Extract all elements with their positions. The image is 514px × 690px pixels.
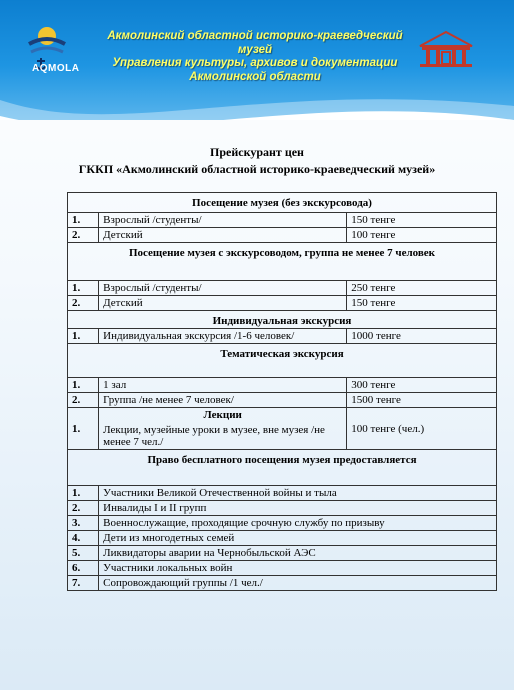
section-title: Тематическая экскурсия xyxy=(68,344,497,378)
row-name: Инвалиды I и II групп xyxy=(99,501,497,516)
row-number: 2. xyxy=(68,228,99,243)
museum-building-icon xyxy=(414,28,478,76)
section-header xyxy=(68,311,497,329)
table-row xyxy=(68,213,497,228)
header-line3: Акмолинской области xyxy=(189,70,321,83)
aqmola-label: AQMOLA xyxy=(32,63,80,74)
row-number: 1. xyxy=(68,378,99,393)
header-text xyxy=(96,30,414,84)
row-name: Лекции, музейные уроки в музее, вне музея /не менее 7 чел./ xyxy=(103,424,325,448)
section-title: Право бесплатного посещения музея предоставляется xyxy=(68,450,497,486)
free-list-item xyxy=(68,576,497,591)
row-number: 4. xyxy=(68,531,99,546)
row-number: 6. xyxy=(68,561,99,576)
row-number: 5. xyxy=(68,546,99,561)
row-name: Взрослый /студенты/ xyxy=(99,213,347,228)
table-row xyxy=(68,393,497,408)
row-name: Участники Великой Отечественной войны и тыла xyxy=(99,486,497,501)
row-number: 1. xyxy=(68,329,99,344)
section-header xyxy=(68,344,497,378)
row-number: 1. xyxy=(68,408,99,450)
row-price: 150 тенге xyxy=(347,296,497,311)
table-row xyxy=(68,228,497,243)
row-name: Детский xyxy=(99,296,347,311)
row-name: Сопровождающий группы /1 чел./ xyxy=(99,576,497,591)
title-line2: ГККП «Акмолинский областной историко-краеведческий музей» xyxy=(78,162,436,176)
row-price: 300 тенге xyxy=(347,378,497,393)
free-list-item xyxy=(68,531,497,546)
header-line2: Управления культуры, архивов и документации xyxy=(112,57,398,69)
free-list-item xyxy=(68,486,497,501)
row-number: 1. xyxy=(68,213,99,228)
row-number: 2. xyxy=(68,393,99,408)
price-list-title xyxy=(0,144,514,178)
section-header xyxy=(68,193,497,213)
row-number: 2. xyxy=(68,501,99,516)
table-row xyxy=(68,281,497,296)
row-name: Участники локальных войн xyxy=(99,561,497,576)
row-name-cell xyxy=(99,408,347,450)
table-row xyxy=(68,296,497,311)
row-name: Взрослый /студенты/ xyxy=(99,281,347,296)
table-row xyxy=(68,329,497,344)
row-price: 250 тенге xyxy=(347,281,497,296)
row-name: Группа /не менее 7 человек/ xyxy=(99,393,347,408)
row-name: Военнослужащие, проходящие срочную службу по призыву xyxy=(99,516,497,531)
free-list-item xyxy=(68,501,497,516)
free-list-item xyxy=(68,516,497,531)
row-price: 100 тенге (чел.) xyxy=(347,408,497,450)
section-title: Лекции xyxy=(203,409,242,421)
section-header xyxy=(68,243,497,281)
row-number: 7. xyxy=(68,576,99,591)
free-list-item xyxy=(68,546,497,561)
section-title: Индивидуальная экскурсия xyxy=(68,311,497,329)
section-title: Посещение музея с экскурсоводом, группа не менее 7 человек xyxy=(68,243,497,281)
table-row xyxy=(68,408,497,450)
row-name: Дети из многодетных семей xyxy=(99,531,497,546)
title-line1: Прейскурант цен xyxy=(210,145,304,159)
row-number: 3. xyxy=(68,516,99,531)
header-line1: Акмолинский областной историко-краеведческий музей xyxy=(107,30,403,56)
row-name: Детский xyxy=(99,228,347,243)
row-price: 100 тенге xyxy=(347,228,497,243)
section-title: Посещение музея (без экскурсовода) xyxy=(68,193,497,213)
row-price: 150 тенге xyxy=(347,213,497,228)
row-number: 1. xyxy=(68,486,99,501)
row-price: 1500 тенге xyxy=(347,393,497,408)
table-row xyxy=(68,378,497,393)
price-table xyxy=(67,192,497,591)
row-name: Ликвидаторы аварии на Чернобыльской АЭС xyxy=(99,546,497,561)
row-name: 1 зал xyxy=(99,378,347,393)
row-price: 1000 тенге xyxy=(347,329,497,344)
row-name: Индивидуальная экскурсия /1-6 человек/ xyxy=(99,329,347,344)
row-number: 2. xyxy=(68,296,99,311)
section-header xyxy=(68,450,497,486)
free-list-item xyxy=(68,561,497,576)
row-number: 1. xyxy=(68,281,99,296)
